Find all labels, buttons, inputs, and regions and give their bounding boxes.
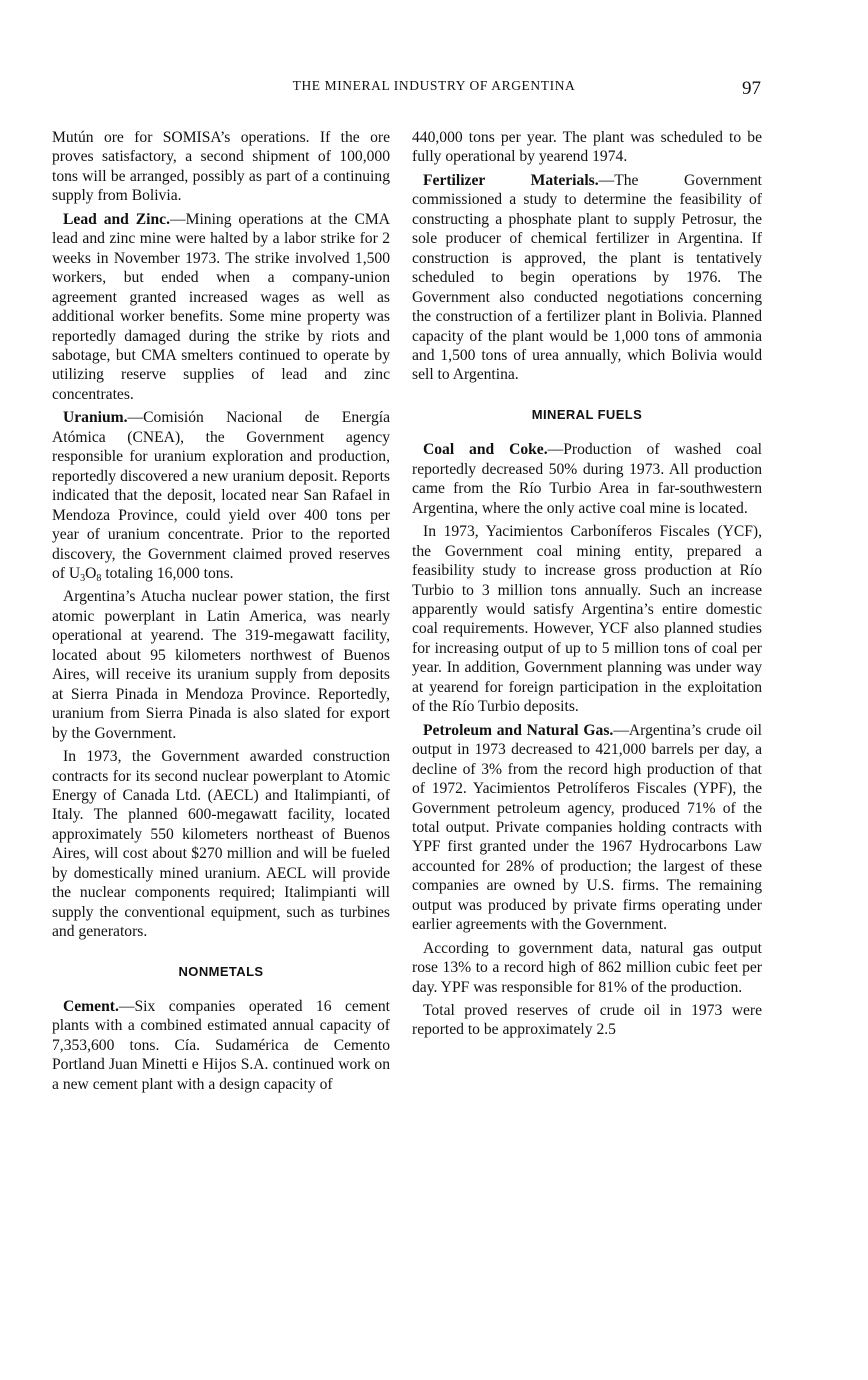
uranium-text-end: totaling 16,000 tons. bbox=[101, 564, 234, 582]
formula-u: U bbox=[68, 564, 81, 582]
cement-text: —Six companies operated 16 cement plants with a combined estimated annual capacity of 7,353,600 tons. Cía. Sudamérica de Cemento Portland Juan Minetti e Hijos S.A. continued work on a new cement plant with a design capacity of bbox=[52, 998, 390, 1093]
paragraph-atucha: Argentina’s Atucha nuclear power station, the first atomic powerplant in Latin America, was nearly operational at yearend. The 319-megawatt facility, located about 95 kilometers northwest of Buenos Aires, will receive its uranium supply from deposits at Sierra Pinada in Mendoza Province. Reportedly, uranium from Sierra Pinada is also slated for export by the Government. bbox=[52, 588, 390, 742]
paragraph-cement bbox=[52, 997, 390, 1094]
paragraph-cement-continued: 440,000 tons per year. The plant was scheduled to be fully operational by yearend 1974. bbox=[412, 129, 762, 166]
fertilizer-heading: Fertilizer Materials. bbox=[423, 171, 599, 189]
section-heading-nonmetals: NONMETALS bbox=[178, 963, 264, 979]
petroleum-heading: Petroleum and Natural Gas. bbox=[423, 721, 614, 739]
formula-u-subscript: 3 bbox=[80, 572, 86, 584]
uranium-heading: Uranium. bbox=[63, 409, 128, 427]
paragraph-natural-gas: According to government data, natural gas output rose 13% to a record high of 862 million cubic feet per day. YPF was responsible for 81% of the production. bbox=[412, 939, 762, 996]
lead-zinc-text: —Mining operations at the CMA lead and zinc mine were halted by a labor strike for 2 weeks in November 1973. The strike involved 1,500 workers, but ended when a company-union agreement granted increased wages as well as additional worker benefits. Some mine property was reportedly damaged during the strike by riots and sabotage, but CMA smelters continued to operate by utilizing reserve supplies of lead and zinc concentrates. bbox=[52, 210, 390, 403]
page-number: 97 bbox=[742, 78, 761, 99]
paragraph-petroleum bbox=[412, 721, 762, 935]
paragraph-ycf: In 1973, Yacimientos Carboníferos Fiscales (YCF), the Government coal mining entity, prepared a feasibility study to increase gross production at Río Turbio to 3 million tons annually. Such an increase apparently would satisfy Argentina’s entire domestic coal requirements. However, YCF also planned studies for increasing output of up to 5 million tons of coal per year. In addition, Government planning was under way at yearend for foreign participation in the exploitation of the Río Turbio deposits. bbox=[412, 523, 762, 716]
right-column bbox=[412, 128, 762, 1044]
petroleum-text: —Argentina’s crude oil output in 1973 decreased to 421,000 barrels per day, a decline of 3% from the record high production of that of 1972. Yacimientos Petrolíferos Fiscales (YPF), the Government petroleum agency, produced 71% of the total output. Private companies holding contracts with YPF first granted under the 1967 Hydrocarbons Law accounted for 28% of production; the largest of these companies are owned by U.S. firms. The remaining output was produced by private firms operating under earlier agreements with the Government. bbox=[412, 721, 763, 934]
paragraph-mutun-ore: Mutún ore for SOMISA’s operations. If the ore proves satisfactory, a second shipment of 100,000 tons will be arranged, possibly as part of a continuing supply from Bolivia. bbox=[52, 129, 390, 205]
running-title: THE MINERAL INDUSTRY OF ARGENTINA bbox=[292, 78, 576, 93]
paragraph-uranium bbox=[52, 408, 390, 583]
paragraph-coal bbox=[412, 440, 762, 518]
paragraph-fertilizer bbox=[412, 171, 762, 385]
left-column bbox=[52, 128, 390, 1098]
formula-o-subscript: 8 bbox=[96, 572, 102, 584]
coal-heading: Coal and Coke. bbox=[423, 441, 548, 459]
fertilizer-text: —The Government commissioned a study to determine the feasibility of constructing a phosphate plant to supply Petrosur, the sole producer of chemical fertilizer in Argentina. If construction is approved, the plant is tentatively scheduled to begin operations by 1976. The Government also conducted negotiations concerning the construction of a fertilizer plant in Bolivia. Planned capacity of the plant would be 1,000 tons of ammonia and 1,500 tons of urea annually, which Bolivia would sell to Argentina. bbox=[412, 171, 763, 384]
paragraph-lead-zinc bbox=[52, 210, 390, 405]
paragraph-second-powerplant: In 1973, the Government awarded construction contracts for its second nuclear powerplant to Atomic Energy of Canada Ltd. (AECL) and Italimpianti, of Italy. The planned 600-megawatt facility, located approximately 550 kilometers northeast of Buenos Aires, will cost about $270 million and will be fueled by domestically mined uranium. AECL will provide the nuclear components required; Italimpianti will supply the conventional equipment, such as turbines and generators. bbox=[52, 748, 390, 941]
cement-heading: Cement. bbox=[63, 998, 119, 1016]
paragraph-reserves: Total proved reserves of crude oil in 1973 were reported to be approximately 2.5 bbox=[412, 1002, 762, 1039]
formula-o: O bbox=[85, 564, 97, 582]
section-heading-mineral-fuels: MINERAL FUELS bbox=[531, 406, 643, 422]
lead-zinc-heading: Lead and Zinc. bbox=[63, 210, 170, 228]
coal-text: —Production of washed coal reportedly decreased 50% during 1973. All production came from the Río Turbio Area in far-southwestern Argentina, where the only active coal mine is located. bbox=[412, 441, 762, 517]
uranium-text: —Comisión Nacional de Energía Atómica (CNEA), the Government agency responsible for uranium exploration and production, reportedly discovered a new uranium deposit. Reports indicated that the deposit, located near San Rafael in Mendoza Province, could yield over 400 tons per year of uranium concentrate. Prior to the reported discovery, the Government claimed proved reserves of bbox=[52, 409, 390, 582]
